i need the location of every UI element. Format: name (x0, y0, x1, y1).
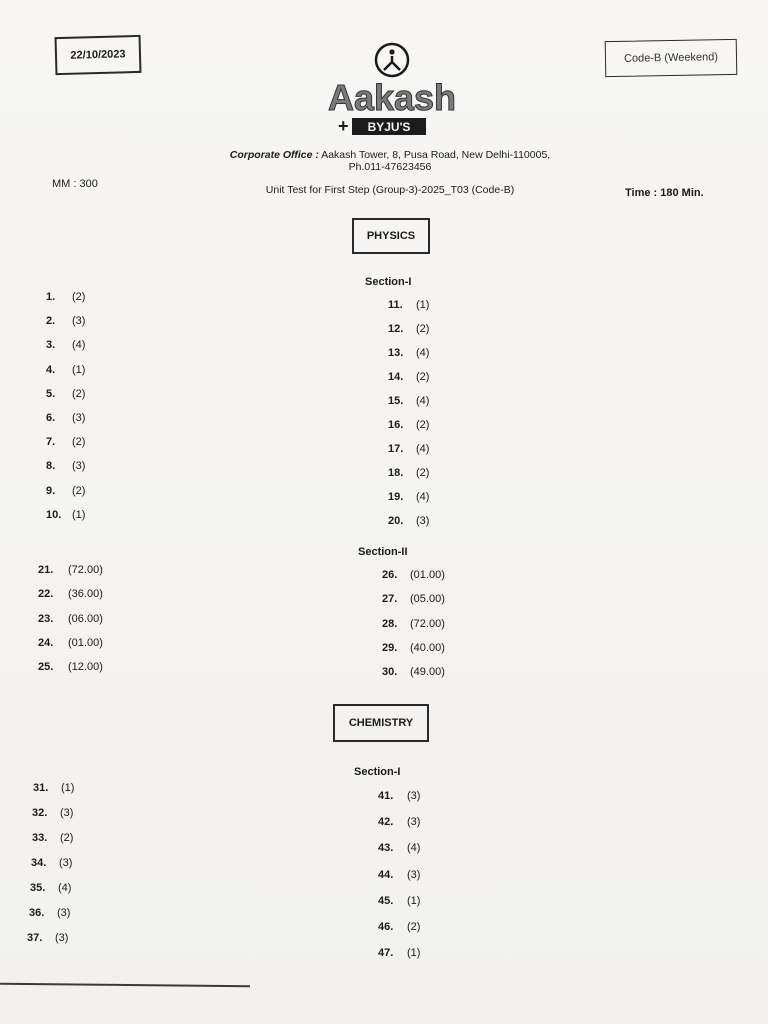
answer-row (382, 618, 445, 630)
answer-row (378, 790, 420, 802)
question-number: 43. (378, 842, 394, 855)
answer-row (382, 642, 445, 654)
answer-value: (4) (58, 882, 72, 894)
answer-value: (2) (72, 436, 86, 449)
answer-row (38, 661, 103, 673)
answer-value: (3) (407, 816, 421, 829)
question-number: 21. (38, 564, 54, 576)
answer-value: (72.00) (410, 617, 445, 630)
answer-value: (3) (407, 790, 421, 802)
answer-value: (05.00) (410, 593, 445, 606)
answer-value: (1) (416, 299, 430, 311)
question-number: 34. (31, 857, 47, 869)
answer-row (46, 339, 85, 351)
question-number: 27. (382, 593, 398, 606)
answer-value: (2) (72, 484, 86, 497)
answer-row (38, 637, 103, 649)
answer-row (46, 485, 85, 497)
answer-value: (1) (407, 947, 421, 960)
question-number: 44. (378, 868, 394, 881)
question-number: 28. (382, 617, 398, 630)
answer-row (388, 443, 429, 455)
question-number: 36. (29, 907, 45, 919)
answer-row (388, 419, 429, 431)
logo-wordmark: Aakash (327, 77, 457, 118)
answer-row (30, 882, 71, 894)
answer-row (388, 467, 429, 479)
answer-row (378, 947, 420, 959)
answer-value: (1) (72, 363, 86, 376)
answer-value: (12.00) (68, 661, 103, 674)
answer-row (46, 364, 85, 376)
physics-heading: PHYSICS (352, 218, 430, 254)
answer-value: (2) (72, 387, 86, 400)
question-number: 25. (38, 661, 54, 674)
answer-value: (2) (407, 921, 421, 933)
question-number: 17. (388, 443, 404, 455)
answer-value: (1) (72, 508, 86, 521)
answer-value: (4) (416, 491, 430, 503)
question-number: 1. (46, 291, 56, 303)
answer-value: (4) (72, 339, 86, 352)
answer-row (378, 921, 420, 933)
answer-row (388, 347, 429, 359)
answer-row (378, 842, 420, 854)
answer-value: (3) (72, 315, 86, 328)
answer-value: (3) (416, 515, 430, 527)
aakash-logo-graphic (310, 38, 475, 138)
question-number: 4. (46, 363, 56, 376)
question-number: 11. (388, 299, 403, 311)
question-number: 5. (46, 387, 56, 400)
test-name: Unit Test for First Step (Group-3)-2025_T03 (Code-B) (265, 184, 515, 196)
answer-row (388, 491, 429, 503)
question-number: 6. (46, 412, 56, 424)
answer-value: (3) (60, 807, 74, 819)
logo-byjus: BYJU'S (367, 120, 411, 134)
answer-value: (06.00) (68, 612, 103, 625)
answer-value: (4) (416, 395, 430, 407)
bottom-rule (0, 983, 250, 988)
answer-row (388, 323, 429, 335)
answer-value: (4) (407, 842, 421, 855)
answer-row (31, 857, 72, 869)
answer-row (38, 613, 103, 625)
question-number: 12. (388, 323, 404, 335)
date-box: 22/10/2023 (55, 35, 142, 75)
answer-row (382, 593, 445, 605)
answer-value: (01.00) (68, 636, 103, 649)
answer-row (382, 569, 445, 581)
time-limit: Time : 180 Min. (625, 187, 704, 199)
answer-value: (49.00) (410, 666, 445, 679)
question-number: 22. (38, 588, 54, 601)
answer-row (46, 315, 85, 327)
answer-value: (4) (416, 347, 430, 359)
answer-row (32, 832, 73, 844)
answer-row (388, 371, 429, 383)
answer-row (388, 299, 429, 311)
answer-row (46, 460, 85, 472)
answer-value: (3) (72, 460, 86, 473)
question-number: 18. (388, 467, 404, 479)
physics-section-1-heading: Section-I (365, 276, 412, 288)
answer-row (378, 895, 420, 907)
question-number: 41. (378, 790, 394, 802)
question-number: 7. (46, 436, 56, 449)
answer-row (46, 509, 85, 521)
answer-value: (1) (407, 894, 421, 907)
svg-text:+: + (338, 116, 349, 136)
question-number: 15. (388, 395, 404, 407)
answer-value: (01.00) (410, 569, 445, 581)
answer-row (46, 412, 85, 424)
answer-row (38, 564, 103, 576)
question-number: 9. (46, 484, 56, 497)
aakash-logo (310, 38, 475, 138)
question-number: 23. (38, 612, 54, 625)
answer-value: (1) (61, 782, 75, 794)
answer-value: (2) (416, 371, 430, 383)
answer-value: (36.00) (68, 588, 103, 601)
answer-row (382, 666, 445, 678)
question-number: 45. (378, 894, 394, 907)
corporate-address: Aakash Tower, 8, Pusa Road, New Delhi-110005, (321, 149, 551, 161)
corporate-office-line (150, 149, 630, 161)
question-number: 30. (382, 666, 398, 679)
question-number: 46. (378, 921, 394, 933)
question-number: 29. (382, 641, 398, 654)
answer-row (388, 395, 429, 407)
physics-section-2-heading: Section-II (358, 546, 408, 558)
answer-row (33, 782, 74, 794)
chemistry-section-1-heading: Section-I (354, 766, 401, 778)
answer-row (46, 436, 85, 448)
question-number: 33. (32, 832, 48, 844)
answer-value: (4) (416, 443, 430, 455)
question-number: 35. (30, 882, 46, 894)
answer-value: (3) (407, 868, 421, 881)
answer-value: (3) (59, 857, 73, 869)
question-number: 20. (388, 515, 404, 527)
answer-row (378, 816, 420, 828)
question-number: 16. (388, 419, 404, 431)
answer-row (27, 932, 68, 944)
corporate-label: Corporate Office : (229, 149, 319, 161)
answer-row (46, 388, 85, 400)
answer-value: (2) (416, 467, 430, 479)
answer-value: (2) (60, 832, 74, 844)
question-number: 3. (46, 339, 56, 352)
answer-value: (2) (72, 291, 86, 303)
answer-row (388, 515, 429, 527)
question-number: 14. (388, 371, 404, 383)
answer-value: (3) (55, 932, 69, 944)
question-number: 13. (388, 347, 404, 359)
answer-value: (72.00) (68, 564, 103, 576)
phone-number: Ph.011-47623456 (348, 161, 432, 173)
chemistry-heading: CHEMISTRY (333, 704, 429, 742)
question-number: 19. (388, 491, 404, 503)
answer-row (32, 807, 73, 819)
max-marks: MM : 300 (52, 178, 98, 190)
answer-value: (40.00) (410, 641, 445, 654)
answer-row (46, 291, 85, 303)
answer-row (378, 869, 420, 881)
question-number: 37. (27, 932, 43, 944)
answer-row (29, 907, 70, 919)
question-number: 42. (378, 816, 394, 829)
code-box: Code-B (Weekend) (605, 39, 738, 77)
question-number: 32. (32, 807, 48, 819)
question-number: 8. (46, 460, 56, 473)
question-number: 31. (33, 782, 49, 794)
answer-value: (2) (416, 419, 430, 431)
answer-value: (2) (416, 323, 430, 335)
question-number: 2. (46, 315, 56, 328)
question-number: 10. (46, 508, 62, 521)
question-number: 24. (38, 636, 54, 649)
answer-value: (3) (72, 412, 86, 424)
answer-row (38, 588, 103, 600)
question-number: 26. (382, 569, 398, 581)
question-number: 47. (378, 947, 394, 960)
answer-value: (3) (57, 907, 71, 919)
